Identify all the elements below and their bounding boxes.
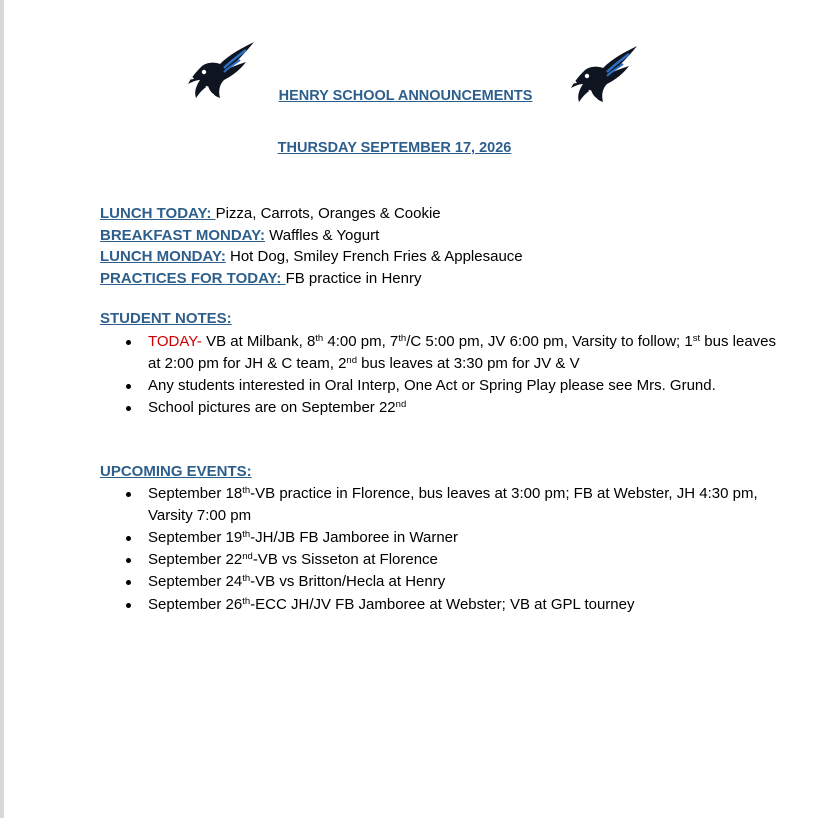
ordinal-suffix: th (242, 485, 251, 496)
event-text: -VB vs Britton/Hecla at Henry (250, 573, 446, 591)
ordinal-suffix: th (242, 528, 251, 540)
eagle-mascot-icon (567, 44, 641, 106)
lunch-today-label: LUNCH TODAY: (100, 205, 216, 222)
ordinal-suffix: nd (395, 399, 407, 411)
event-date: September 19 (148, 528, 243, 546)
event-date: September 22 (148, 551, 243, 569)
list-item (148, 549, 778, 571)
ordinal-suffix: th (242, 573, 251, 585)
student-notes-list (100, 331, 778, 419)
lunch-today-text: Pizza, Carrots, Oranges & Cookie (215, 205, 441, 222)
note-text: VB at Milbank, 8 (201, 333, 316, 350)
list-item (148, 594, 778, 616)
practices-today-row (100, 268, 780, 290)
lunch-today-row (100, 203, 780, 225)
announcement-title: HENRY SCHOOL ANNOUNCEMENTS (278, 88, 533, 104)
event-text: -ECC JH/JV FB Jamboree at Webster; VB at GPL tourney (250, 595, 635, 613)
ordinal-suffix: st (692, 333, 701, 344)
today-label: TODAY- (148, 333, 202, 350)
breakfast-monday-row (100, 225, 780, 247)
list-item (148, 527, 778, 549)
note-text: 4:00 pm, 7 (323, 333, 399, 350)
event-date: September 18 (148, 485, 243, 502)
ordinal-suffix: th (242, 595, 251, 607)
list-item (148, 483, 778, 526)
practices-today-text: FB practice in Henry (285, 269, 422, 287)
event-text: -VB practice in Florence, bus leaves at 3:00 pm; FB at Webster, JH 4:30 pm, Varsity 7:00 pm (148, 485, 758, 524)
event-text: -JH/JB FB Jamboree in Warner (250, 528, 459, 546)
upcoming-events-heading: UPCOMING EVENTS: (100, 463, 252, 480)
announcement-date: THURSDAY SEPTEMBER 17, 2026 (277, 140, 512, 156)
note-text: bus leaves at 3:30 pm for JV & V (357, 354, 580, 372)
document-page (4, 0, 813, 818)
event-date: September 26 (148, 595, 243, 613)
list-item (148, 397, 778, 419)
lunch-monday-row (100, 246, 780, 268)
lunch-monday-text: Hot Dog, Smiley French Fries & Applesauce (225, 248, 523, 265)
note-text: School pictures are on September 22 (148, 399, 396, 417)
list-item (148, 331, 778, 374)
list-item (148, 571, 778, 593)
note-text: bus leaves at 2:00 pm for JH & C team, 2 (148, 333, 777, 372)
daily-info (100, 203, 780, 289)
note-text: /C 5:00 pm, JV 6:00 pm, Varsity to follow; 1 (406, 333, 693, 350)
ordinal-suffix: th (315, 333, 324, 344)
breakfast-monday-text: Waffles & Yogurt (265, 226, 380, 244)
lunch-monday-label: LUNCH MONDAY: (100, 248, 226, 265)
event-date: September 24 (148, 573, 243, 591)
list-item: Any students interested in Oral Interp, One Act or Spring Play please see Mrs. Grund. (148, 375, 778, 397)
upcoming-events-list (100, 483, 778, 616)
event-text: -VB vs Sisseton at Florence (252, 551, 438, 569)
ordinal-suffix: th (398, 333, 407, 344)
student-notes-heading: STUDENT NOTES: (100, 310, 232, 327)
breakfast-monday-label: BREAKFAST MONDAY: (100, 226, 266, 244)
ordinal-suffix: nd (346, 354, 357, 366)
ordinal-suffix: nd (242, 551, 253, 563)
practices-today-label: PRACTICES FOR TODAY: (100, 269, 286, 287)
